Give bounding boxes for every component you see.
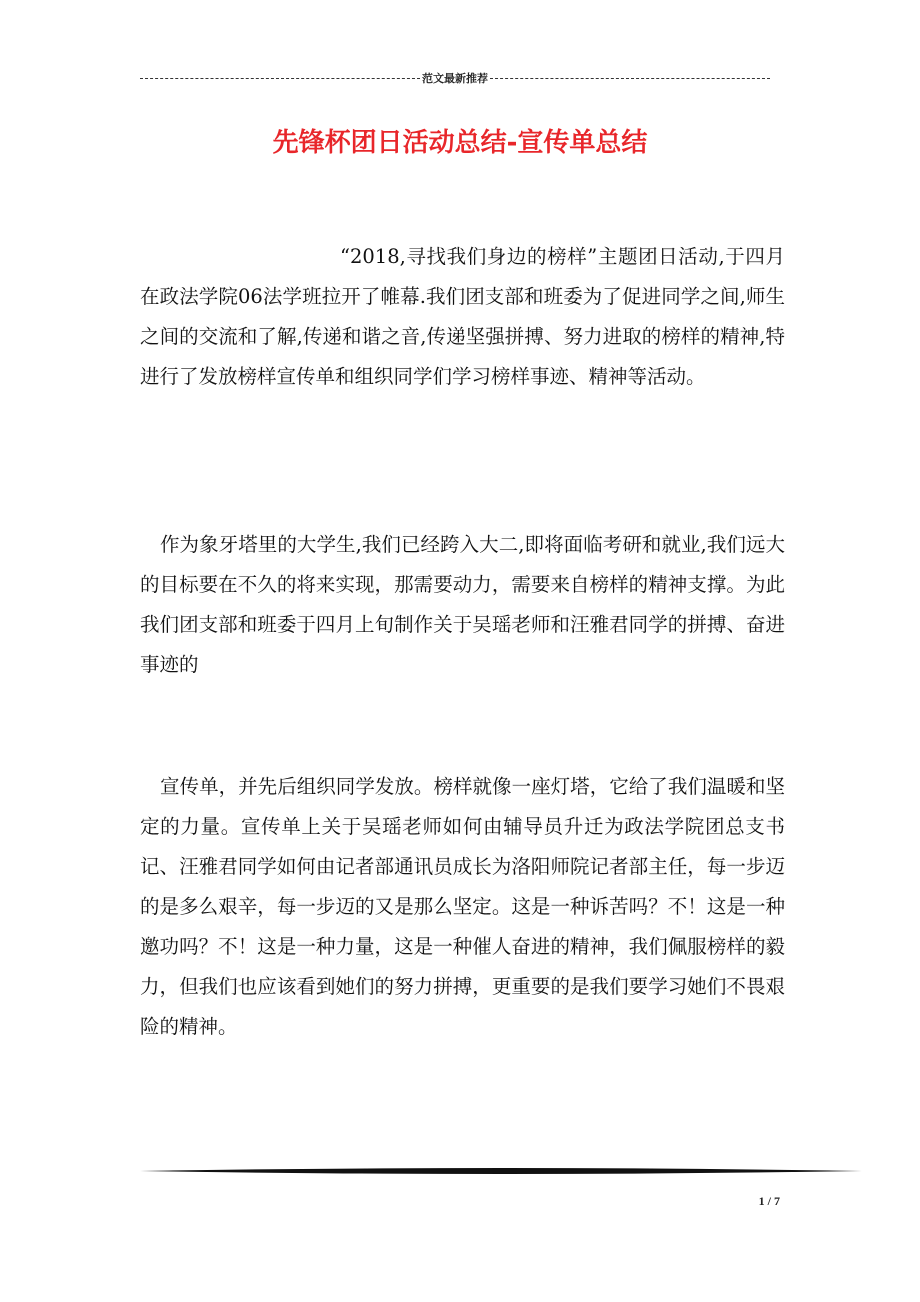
page-number: 1 / 7 [758,1194,780,1208]
header-label: 范文最新推荐 [422,72,488,85]
paragraph-2: 作为象牙塔里的大学生,我们已经跨入大二,即将面临考研和就业,我们远大的目标要在不久的将来实现，那需要动力，需要来自榜样的精神支撑。为此我们团支部和班委于四月上旬制作关于吴瑶老师和汪雅君同学的拼搏、奋进事迹的 [140,533,785,676]
paragraph-1: “2018,寻找我们身边的榜样”主题团日活动,于四月在政法学院06法学班拉开了帷幕.我们团支部和班委为了促进同学之间,师生之间的交流和了解,传递和谐之音,传递坚强拼搏、努力进取的榜样的精神,特进行了发放榜样宣传单和组织同学们学习榜样事迹、精神等活动。 [140,245,785,388]
header-dashes-right [490,78,770,79]
header-dashes-left [140,78,420,79]
paragraph-3: 宣传单，并先后组织同学发放。榜样就像一座灯塔，它给了我们温暖和坚定的力量。宣传单上关于吴瑶老师如何由辅导员升迁为政法学院团总支书记、汪雅君同学如何由记者部通讯员成长为洛阳师院记者部主任，每一步迈的是多么艰辛，每一步迈的又是那么坚定。这是一种诉苦吗？不！这是一种邀功吗？不！这是一种力量，这是一种催人奋进的精神，我们佩服榜样的毅力，但我们也应该看到她们的努力拼搏，更重要的是我们要学习她们不畏艰险的精神。 [140,775,785,1038]
header-banner [140,68,770,88]
footer-divider [140,1166,862,1176]
document-title: 先锋杯团日活动总结-宣传单总结 [272,128,648,158]
